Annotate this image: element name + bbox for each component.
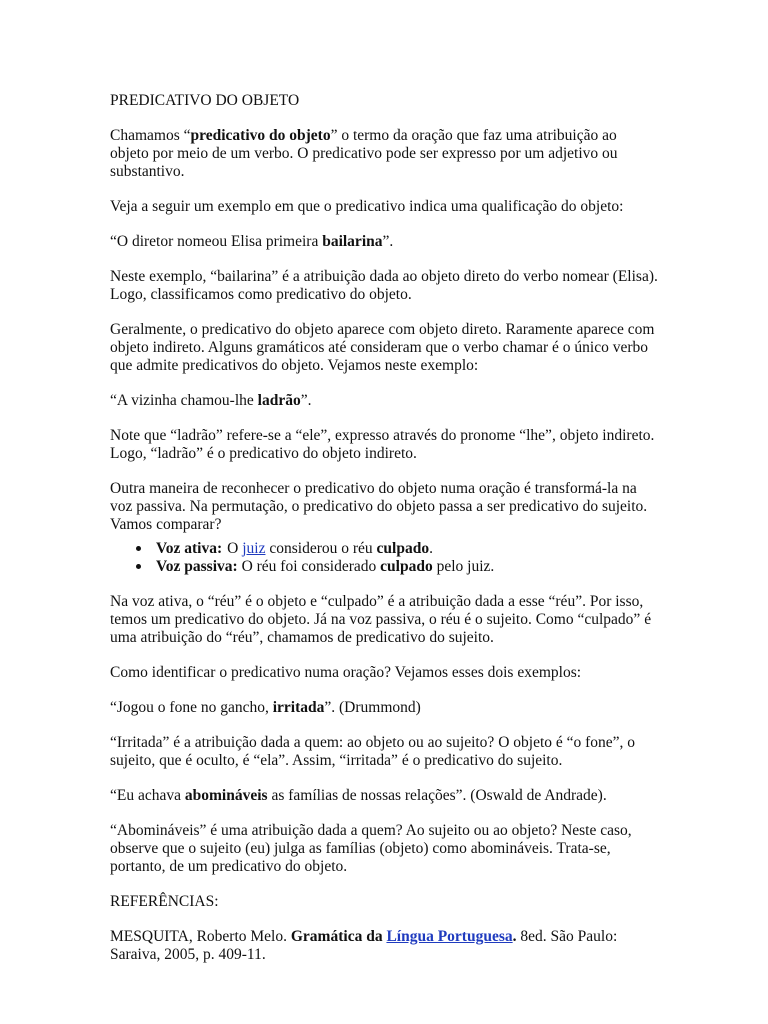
text-run: “O diretor nomeou Elisa primeira	[110, 233, 323, 250]
example-quote-1	[110, 233, 658, 251]
bold-term: bailarina	[322, 233, 383, 250]
bold-term: culpado	[380, 558, 433, 575]
paragraph-explanation-4: “Abomináveis” é uma atribuição dada a quem? Ao sujeito ou ao objeto? Neste caso, observe que o sujeito (eu) julga as famílias (objeto) como abomináveis. Trata-se, portanto, de um predicativo do objeto.	[110, 822, 632, 875]
text-run: “Eu achava	[110, 787, 185, 804]
bold-punct: .	[512, 928, 517, 945]
list-item-voz-ativa	[156, 540, 658, 558]
list-item-voz-passiva	[156, 558, 658, 576]
lingua-portuguesa-link[interactable]: Língua Portuguesa	[386, 928, 513, 945]
paragraph-explanation-2: Note que “ladrão” refere-se a “ele”, expresso através do pronome “lhe”, objeto indireto. Logo, “ladrão” é o predicativo do objeto indireto.	[110, 427, 655, 462]
bold-term: irritada	[272, 699, 325, 716]
paragraph-intro-example: Veja a seguir um exemplo em que o predicativo indica uma qualificação do objeto:	[110, 198, 624, 215]
example-quote-2	[110, 392, 658, 410]
text-run: MESQUITA, Roberto Melo.	[110, 928, 291, 945]
text-run: as famílias de nossas relações”. (Oswald de Andrade).	[267, 787, 607, 804]
text-run: ”.	[300, 392, 312, 409]
paragraph-explanation-3: “Irritada” é a atribuição dada a quem: ao objeto ou ao sujeito? O objeto é “o fone”, o sujeito, que é oculto, é “ela”. Assim, “irritada” é o predicativo do sujeito.	[110, 734, 636, 769]
bold-label: Voz ativa:	[156, 540, 223, 557]
document-body	[110, 92, 658, 964]
text-run: considerou o réu	[265, 540, 377, 557]
bold-term: ladrão	[257, 392, 301, 409]
text-run: “A vizinha chamou-lhe	[110, 392, 258, 409]
example-quote-4	[110, 787, 658, 805]
text-run: ” o termo da oração que faz uma atribuição ao objeto por meio de um verbo. O predicativo pode ser expresso por um adjetivo ou substantivo.	[110, 127, 618, 180]
text-run: ”.	[382, 233, 394, 250]
juiz-link[interactable]: juiz	[242, 540, 266, 557]
text-run: O	[227, 540, 243, 557]
page-title: PREDICATIVO DO OBJETO	[110, 92, 300, 109]
paragraph-indirect-object: Geralmente, o predicativo do objeto aparece com objeto direto. Raramente aparece com objeto indireto. Alguns gramáticos até consideram que o verbo chamar é o único verbo que admite predicativos do objeto. Vejamos neste exemplo:	[110, 321, 655, 374]
example-quote-3	[110, 699, 658, 717]
text-run: “Jogou o fone no gancho,	[110, 699, 273, 716]
paragraph-how-to-identify: Como identificar o predicativo numa oração? Vejamos esses dois exemplos:	[110, 664, 582, 681]
references-heading: REFERÊNCIAS:	[110, 893, 219, 910]
paragraph-definition	[110, 127, 658, 181]
voice-comparison-list	[110, 540, 658, 576]
text-run: .	[429, 540, 433, 557]
text-run: O réu foi considerado	[237, 558, 381, 575]
text-run: Chamamos “	[110, 127, 191, 144]
paragraph-passive-voice: Outra maneira de reconhecer o predicativo do objeto numa oração é transformá-la na voz passiva. Na permutação, o predicativo do objeto passa a ser predicativo do sujeito. Vamos comparar?	[110, 480, 648, 533]
bold-title: Gramática da	[290, 928, 387, 945]
text-run: pelo juiz.	[432, 558, 495, 575]
reference-entry	[110, 928, 658, 964]
bold-label: Voz passiva:	[156, 558, 238, 575]
paragraph-explanation-1: Neste exemplo, “bailarina” é a atribuição dada ao objeto direto do verbo nomear (Elisa). Logo, classificamos como predicativo do objeto.	[110, 268, 658, 303]
text-run: ”. (Drummond)	[324, 699, 421, 716]
bold-term: culpado	[376, 540, 430, 557]
bold-term: abomináveis	[184, 787, 268, 804]
paragraph-comparison: Na voz ativa, o “réu” é o objeto e “culpado” é a atribuição dada a esse “réu”. Por isso, temos um predicativo do objeto. Já na voz passiva, o réu é o sujeito. Como “culpado” é uma atribuição do “réu”, chamamos de predicativo do sujeito.	[110, 593, 652, 646]
bold-term: predicativo do objeto	[190, 127, 331, 144]
text-run: 8ed. São Paulo: Saraiva, 2005, p. 409-11.	[110, 928, 618, 963]
